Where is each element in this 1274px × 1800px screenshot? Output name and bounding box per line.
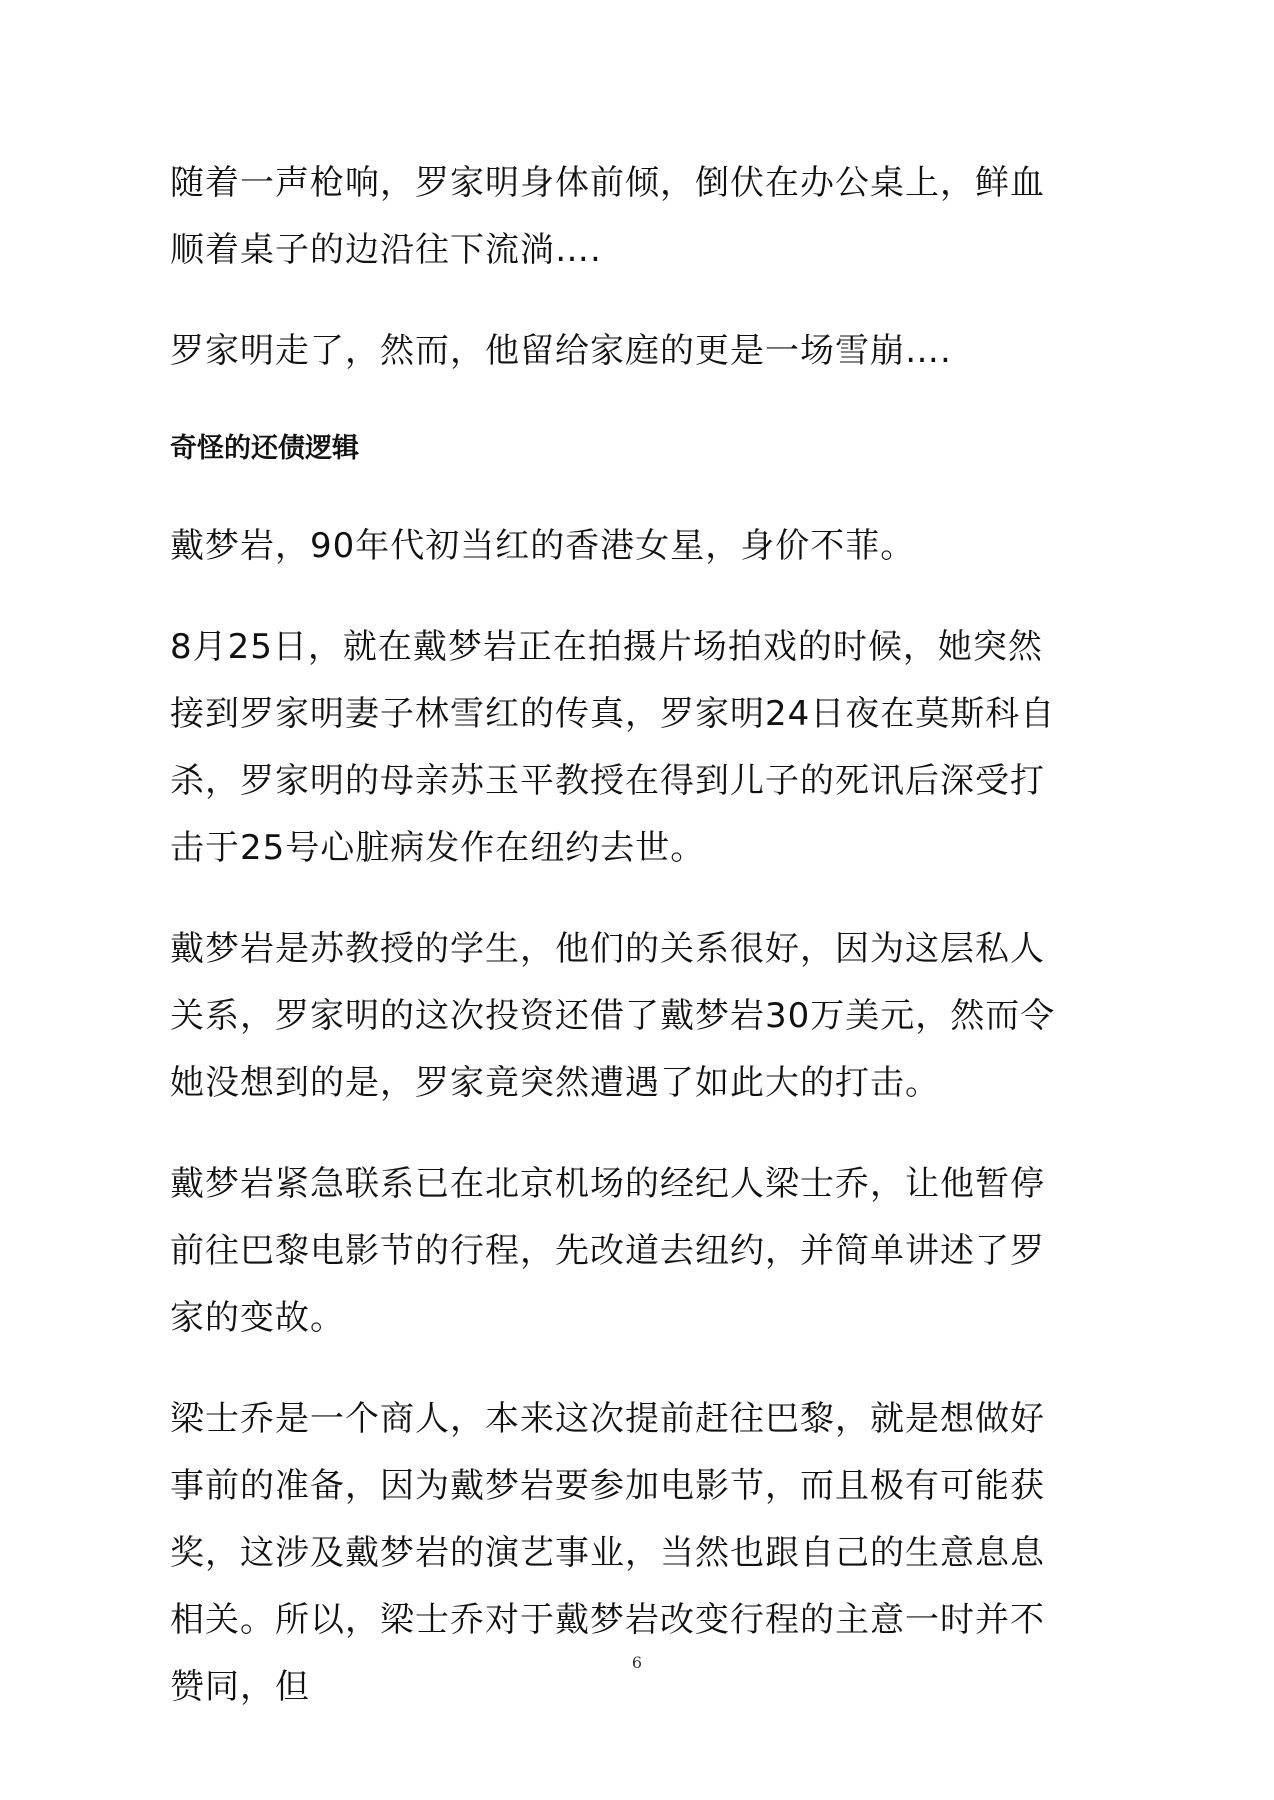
paragraph-avalanche: 罗家明走了，然而，他留给家庭的更是一场雪崩….: [170, 331, 952, 371]
paragraph-fax-news: 8月25日，就在戴梦岩正在拍摄片场拍戏的时候，她突然接到罗家明妻子林雪红的传真，罗家明24日夜在莫斯科自杀，罗家明的母亲苏玉平教授在得到儿子的死讯后深受打击于25号心脏病发作在纽约去世。: [170, 627, 1056, 868]
paragraph-liang-merchant: 梁士乔是一个商人，本来这次提前赶往巴黎，就是想做好事前的准备，因为戴梦岩要参加电影节，而且极有可能获奖，这涉及戴梦岩的演艺事业，当然也跟自己的生意息息相关。所以，梁士乔对于戴梦岩改变行程的主意一时并不赞同，但: [170, 1399, 1045, 1707]
paragraph-gunshot: 随着一声枪响，罗家明身体前倾，倒伏在办公桌上，鲜血顺着桌子的边沿往下流淌….: [170, 163, 1045, 270]
paragraph-relationship: 戴梦岩是苏教授的学生，他们的关系很好，因为这层私人关系，罗家明的这次投资还借了戴梦岩30万美元，然而令她没想到的是，罗家竟突然遭遇了如此大的打击。: [170, 929, 1056, 1103]
paragraph-dai-intro: 戴梦岩，90年代初当红的香港女星，身价不菲。: [170, 526, 916, 566]
page-content: [170, 150, 1070, 1721]
page-number: 6: [631, 1653, 643, 1672]
paragraph-agent-contact: 戴梦岩紧急联系已在北京机场的经纪人梁士乔，让他暂停前往巴黎电影节的行程，先改道去纽约，并简单讲述了罗家的变故。: [170, 1164, 1045, 1338]
section-heading: 奇怪的还债逻辑: [170, 433, 359, 464]
